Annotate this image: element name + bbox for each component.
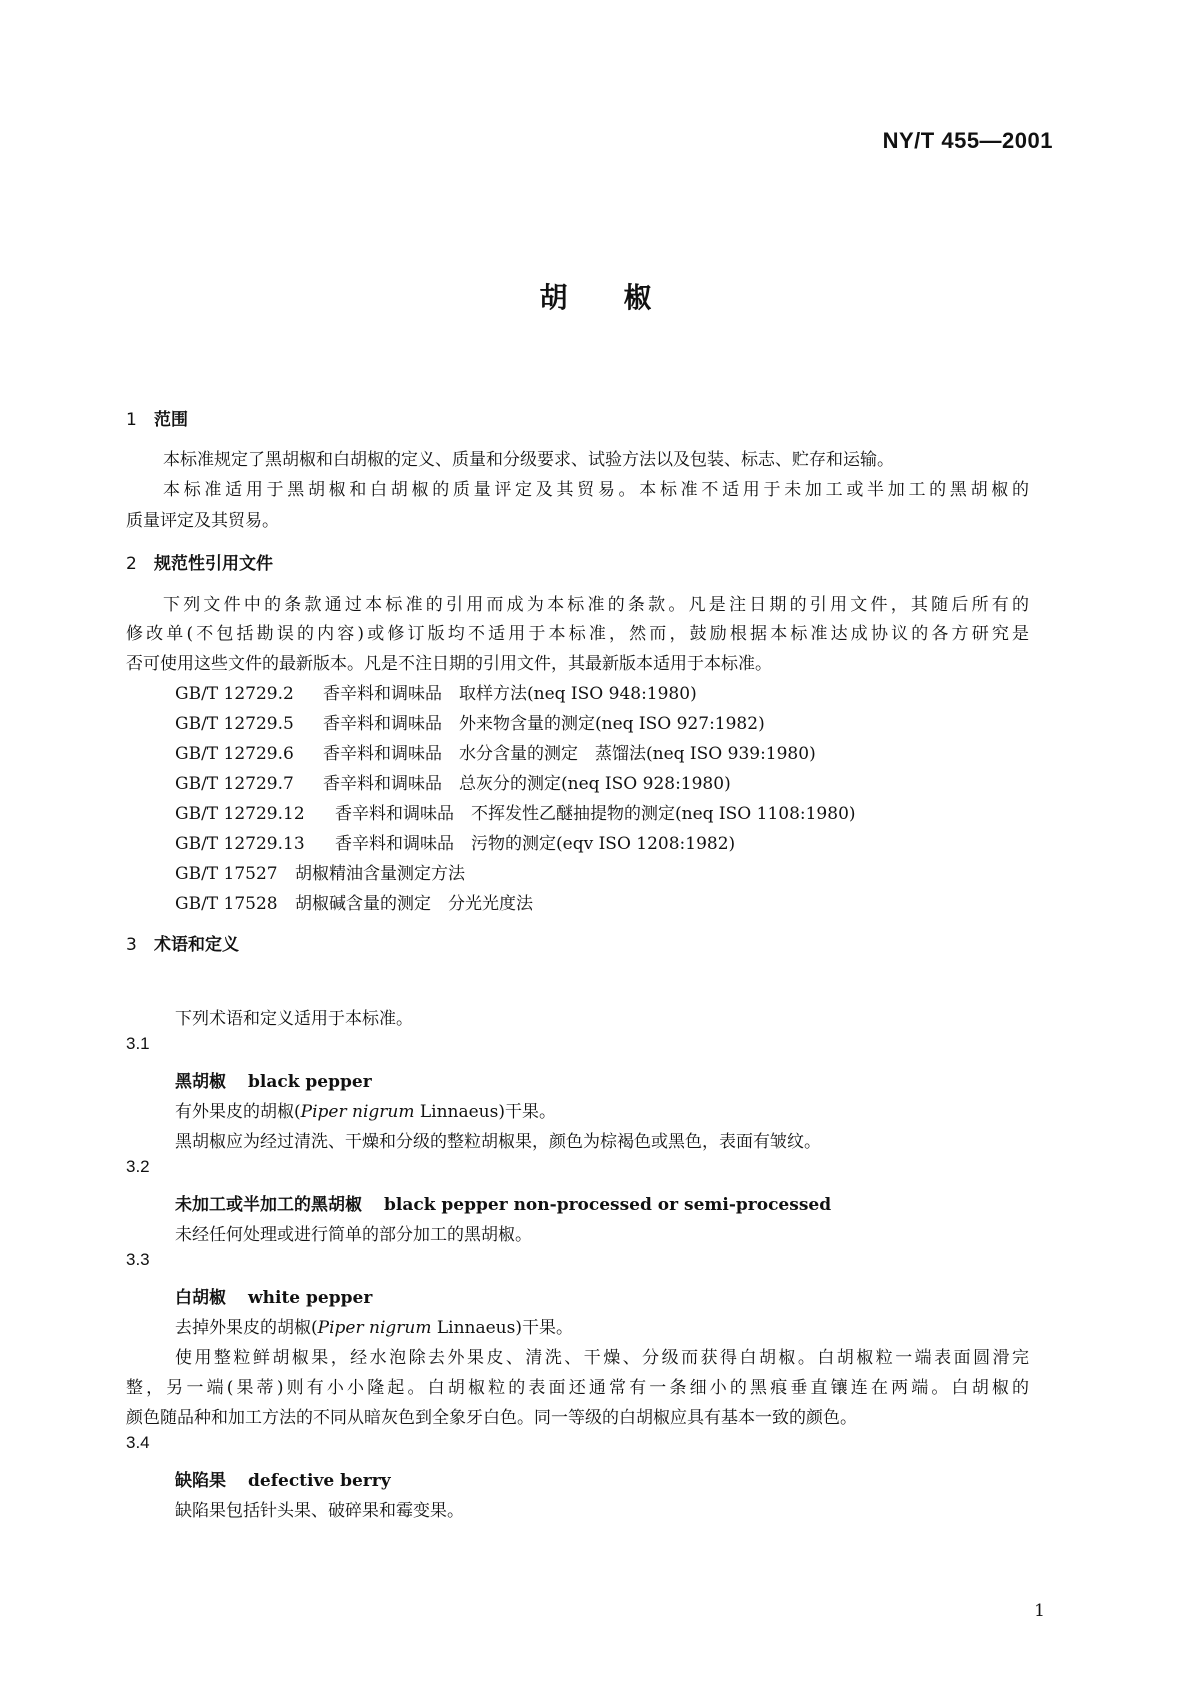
term-definition: 缺陷果包括针头果、破碎果和霉变果。 (175, 1501, 464, 1521)
term-definition (175, 1097, 556, 1122)
term-english: black pepper (248, 1072, 372, 1092)
paragraph: 下列文件中的条款通过本标准的引用而成为本标准的条款。凡是注日期的引用文件，其随后所有的 (163, 595, 1029, 615)
reference-title: 香辛料和调味品 总灰分的测定(neq ISO 928:1980) (323, 774, 731, 794)
paragraph: 本标准规定了黑胡椒和白胡椒的定义、质量和分级要求、试验方法以及包装、标志、贮存和运输。 (163, 450, 894, 470)
section-2-heading (126, 549, 273, 574)
term-title (175, 1067, 372, 1092)
reference-code: GB/T 17527 (175, 864, 278, 884)
latin-name: Piper nigrum (317, 1318, 432, 1338)
reference-item (175, 739, 816, 764)
reference-title: 胡椒碱含量的测定 分光光度法 (295, 894, 533, 914)
reference-code: GB/T 12729.2 (175, 684, 294, 704)
reference-item (175, 859, 465, 884)
standard-code: NY/T 455—2001 (882, 128, 1053, 153)
reference-item (175, 709, 765, 734)
term-english: defective berry (248, 1471, 391, 1491)
latin-name: Piper nigrum (300, 1102, 415, 1122)
reference-code: GB/T 12729.6 (175, 744, 294, 764)
term-chinese: 缺陷果 (175, 1471, 226, 1491)
reference-title: 香辛料和调味品 不挥发性乙醚抽提物的测定(neq ISO 1108:1980) (335, 804, 856, 824)
paragraph: 本标准适用于黑胡椒和白胡椒的质量评定及其贸易。本标准不适用于未加工或半加工的黑胡椒的 (163, 480, 1029, 500)
reference-code: GB/T 12729.13 (175, 834, 305, 854)
term-number: 3.3 (126, 1250, 150, 1269)
term-chinese: 白胡椒 (175, 1288, 226, 1308)
term-title (175, 1466, 391, 1491)
reference-item (175, 829, 735, 854)
term-title (175, 1283, 372, 1308)
section-number: 3 (126, 935, 137, 955)
reference-item (175, 799, 856, 824)
reference-title: 香辛料和调味品 污物的测定(eqv ISO 1208:1982) (335, 834, 736, 854)
reference-item (175, 769, 731, 794)
paragraph: 否可使用这些文件的最新版本。凡是不注日期的引用文件，其最新版本适用于本标准。 (126, 654, 772, 674)
paragraph: 下列术语和定义适用于本标准。 (175, 1009, 413, 1029)
term-number: 3.4 (126, 1433, 150, 1452)
definition-text: Linnaeus)干果。 (431, 1318, 573, 1338)
section-title: 术语和定义 (154, 935, 239, 955)
document-title: 胡 椒 (539, 281, 652, 314)
term-english: black pepper non-processed or semi-processed (384, 1195, 832, 1215)
paragraph: 修改单(不包括勘误的内容)或修订版均不适用于本标准，然而，鼓励根据本标准达成协议的各方研究是 (126, 624, 1029, 644)
section-1-heading (126, 405, 188, 430)
term-chinese: 黑胡椒 (175, 1072, 226, 1092)
term-number: 3.2 (126, 1157, 150, 1176)
term-english: white pepper (248, 1288, 373, 1308)
definition-text: 有外果皮的胡椒( (175, 1102, 301, 1122)
reference-code: GB/T 17528 (175, 894, 278, 914)
reference-title: 香辛料和调味品 取样方法(neq ISO 948:1980) (323, 684, 697, 704)
reference-code: GB/T 12729.7 (175, 774, 294, 794)
section-title: 范围 (154, 410, 188, 430)
section-number: 1 (126, 410, 137, 430)
section-title: 规范性引用文件 (154, 554, 273, 574)
reference-title: 胡椒精油含量测定方法 (295, 864, 465, 884)
term-note: 使用整粒鲜胡椒果，经水泡除去外果皮、清洗、干燥、分级而获得白胡椒。白胡椒粒一端表面圆滑完 (175, 1348, 1029, 1368)
definition-text: Linnaeus)干果。 (414, 1102, 556, 1122)
reference-item (175, 889, 533, 914)
term-title (175, 1190, 831, 1215)
reference-code: GB/T 12729.5 (175, 714, 294, 734)
term-note: 颜色随品种和加工方法的不同从暗灰色到全象牙白色。同一等级的白胡椒应具有基本一致的颜色。 (126, 1408, 857, 1428)
term-note: 黑胡椒应为经过清洗、干燥和分级的整粒胡椒果，颜色为棕褐色或黑色，表面有皱纹。 (175, 1132, 821, 1152)
reference-title: 香辛料和调味品 外来物含量的测定(neq ISO 927:1982) (323, 714, 765, 734)
term-definition (175, 1313, 573, 1338)
term-chinese: 未加工或半加工的黑胡椒 (175, 1195, 362, 1215)
term-note: 整，另一端(果蒂)则有小小隆起。白胡椒粒的表面还通常有一条细小的黑痕垂直镶连在两端。白胡椒的 (126, 1378, 1029, 1398)
reference-code: GB/T 12729.12 (175, 804, 305, 824)
reference-title: 香辛料和调味品 水分含量的测定 蒸馏法(neq ISO 939:1980) (323, 744, 816, 764)
reference-item (175, 679, 697, 704)
term-definition: 未经任何处理或进行简单的部分加工的黑胡椒。 (175, 1225, 532, 1245)
page-number: 1 (1034, 1601, 1045, 1621)
section-3-heading (126, 930, 239, 955)
paragraph: 质量评定及其贸易。 (126, 511, 279, 531)
definition-text: 去掉外果皮的胡椒( (175, 1318, 318, 1338)
section-number: 2 (126, 554, 137, 574)
term-number: 3.1 (126, 1034, 150, 1053)
